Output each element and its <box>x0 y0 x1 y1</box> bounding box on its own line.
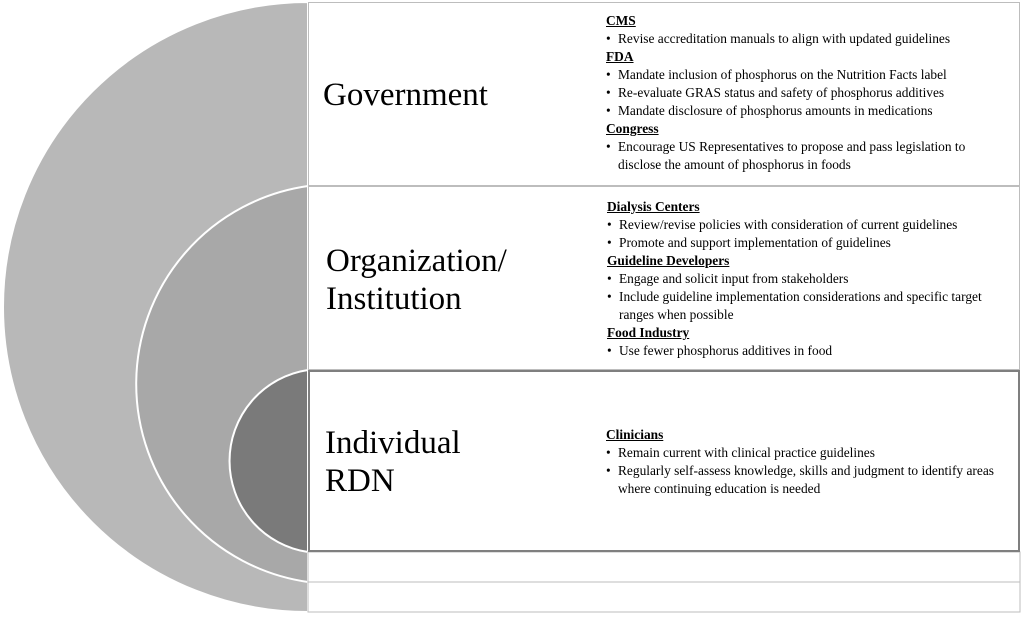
bullet-dot-icon: • <box>607 289 612 304</box>
bullet-item <box>607 270 1002 288</box>
bullet-text: Encourage US Representatives to propose and pass legislation to disclose the amount of phosphorus in foods <box>618 139 966 172</box>
group-heading: FDA <box>606 49 634 64</box>
group-heading: Dialysis Centers <box>607 199 700 214</box>
individual-title: Individual RDN <box>325 425 461 499</box>
bullet-item <box>606 138 1011 174</box>
group-heading: Guideline Developers <box>607 253 730 268</box>
government-content <box>606 12 1011 174</box>
bullet-item <box>607 342 1002 360</box>
bottom-strip-lower <box>308 582 1020 612</box>
bullet-dot-icon: • <box>606 67 611 82</box>
group-heading: Congress <box>606 121 659 136</box>
organization-content <box>607 198 1002 360</box>
government-title: Government <box>323 77 488 113</box>
bullet-text: Mandate inclusion of phosphorus on the Nutrition Facts label <box>618 67 947 82</box>
bullet-text: Revise accreditation manuals to align with updated guidelines <box>618 31 951 46</box>
bullet-text: Include guideline implementation considerations and specific target ranges when possible <box>619 289 982 322</box>
individual-content <box>606 426 1011 498</box>
bullet-dot-icon: • <box>606 139 611 154</box>
bullet-text: Mandate disclosure of phosphorus amounts in medications <box>618 103 933 118</box>
bullet-item <box>606 102 1011 120</box>
bullet-item <box>607 234 1002 252</box>
bullet-dot-icon: • <box>606 103 611 118</box>
bullet-item <box>606 84 1011 102</box>
bottom-strip-upper <box>308 552 1020 582</box>
bullet-text: Engage and solicit input from stakeholders <box>619 271 849 286</box>
bullet-dot-icon: • <box>607 235 612 250</box>
bullet-text: Promote and support implementation of guidelines <box>619 235 891 250</box>
bullet-dot-icon: • <box>607 343 612 358</box>
organization-title: Organization/ Institution <box>326 243 507 317</box>
bullet-dot-icon: • <box>606 85 611 100</box>
group-heading: CMS <box>606 13 636 28</box>
bullet-text: Regularly self-assess knowledge, skills and judgment to identify areas where continuing education is needed <box>618 463 994 496</box>
bullet-text: Use fewer phosphorus additives in food <box>619 343 833 358</box>
bullet-item <box>607 288 1002 324</box>
bullet-dot-icon: • <box>606 31 611 46</box>
bullet-item <box>606 444 1011 462</box>
bullet-item <box>606 462 1011 498</box>
bullet-dot-icon: • <box>607 217 612 232</box>
bullet-dot-icon: • <box>606 445 611 460</box>
bullet-text: Re-evaluate GRAS status and safety of phosphorus additives <box>618 85 945 100</box>
group-heading: Clinicians <box>606 427 664 442</box>
bullet-item <box>607 216 1002 234</box>
bullet-dot-icon: • <box>606 463 611 478</box>
group-heading: Food Industry <box>607 325 690 340</box>
bullet-text: Review/revise policies with consideration of current guidelines <box>619 217 958 232</box>
bullet-dot-icon: • <box>607 271 612 286</box>
bullet-item <box>606 30 1011 48</box>
bullet-item <box>606 66 1011 84</box>
bullet-text: Remain current with clinical practice guidelines <box>618 445 875 460</box>
